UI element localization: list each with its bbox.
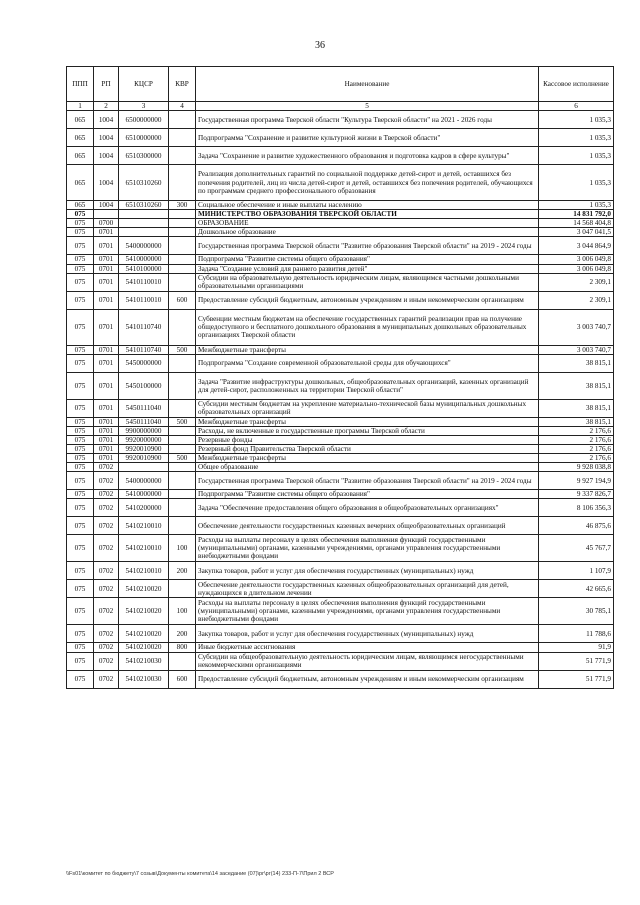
cell-amount: 3 006 049,8	[539, 255, 614, 264]
table-row	[67, 165, 614, 201]
cell-ppp: 075	[67, 463, 94, 472]
table-row	[67, 264, 614, 273]
cell-kcsr: 5410000000	[119, 490, 169, 499]
table-row	[67, 652, 614, 670]
cell-amount: 1 107,9	[539, 562, 614, 580]
cell-rp: 0702	[94, 517, 119, 535]
cell-name: Резервный фонд Правительства Тверской области	[196, 445, 539, 454]
table-row	[67, 472, 614, 490]
cell-ppp: 065	[67, 129, 94, 147]
cell-amount: 9 928 038,8	[539, 463, 614, 472]
cell-kcsr: 5410210010	[119, 517, 169, 535]
cell-amount: 1 035,3	[539, 111, 614, 129]
cell-name: Субсидии на общеобразовательную деятельность юридическим лицам, являющимся негосударственными некоммерческими организациями	[196, 652, 539, 670]
cell-ppp: 075	[67, 625, 94, 643]
cell-kcsr: 5400000000	[119, 237, 169, 255]
cell-amount: 45 767,7	[539, 535, 614, 562]
cell-amount: 8 106 356,3	[539, 499, 614, 517]
table-row	[67, 129, 614, 147]
cell-kcsr: 9920010900	[119, 454, 169, 463]
table-row	[67, 625, 614, 643]
cell-name: Обеспечение деятельности государственных казенных вечерних общеобразовательных организаций	[196, 517, 539, 535]
cell-name: Предоставление субсидий бюджетным, автономным учреждениям и иным некоммерческим организациям	[196, 670, 539, 688]
cell-kvr	[169, 129, 196, 147]
cell-kvr: 600	[169, 291, 196, 309]
table-row	[67, 219, 614, 228]
cell-rp: 0701	[94, 309, 119, 345]
cell-name: Подпрограмма "Развитие системы общего образования"	[196, 255, 539, 264]
cell-kcsr: 9920000000	[119, 435, 169, 444]
cell-kcsr: 5450111040	[119, 417, 169, 426]
column-number: 2	[94, 102, 119, 111]
cell-kvr	[169, 399, 196, 417]
cell-rp: 0701	[94, 345, 119, 354]
cell-amount: 3 044 864,9	[539, 237, 614, 255]
header-amount: Кассовое исполнение	[539, 67, 614, 102]
cell-ppp: 075	[67, 255, 94, 264]
cell-kcsr: 5410110010	[119, 291, 169, 309]
cell-kcsr: 5410210030	[119, 652, 169, 670]
cell-rp: 0702	[94, 625, 119, 643]
cell-kcsr: 5410210020	[119, 643, 169, 652]
cell-kcsr: 5410210010	[119, 562, 169, 580]
cell-name: Социальное обеспечение и иные выплаты населению	[196, 201, 539, 210]
cell-name: Государственная программа Тверской области "Культура Тверской области" на 2021 - 2026 годы	[196, 111, 539, 129]
table-row	[67, 210, 614, 219]
cell-ppp: 075	[67, 517, 94, 535]
cell-rp: 0702	[94, 643, 119, 652]
cell-amount: 2 176,6	[539, 426, 614, 435]
cell-amount: 3 006 049,8	[539, 264, 614, 273]
cell-ppp: 065	[67, 147, 94, 165]
cell-kcsr: 5410100000	[119, 264, 169, 273]
cell-rp: 0701	[94, 399, 119, 417]
cell-amount: 91,9	[539, 643, 614, 652]
cell-kvr	[169, 237, 196, 255]
cell-name: Закупка товаров, работ и услуг для обеспечения государственных (муниципальных) нужд	[196, 562, 539, 580]
table-row	[67, 517, 614, 535]
cell-name: Расходы, не включенные в государственные программы Тверской области	[196, 426, 539, 435]
cell-rp: 0701	[94, 237, 119, 255]
cell-kvr	[169, 354, 196, 372]
column-number-row	[67, 102, 614, 111]
cell-ppp: 075	[67, 354, 94, 372]
cell-rp: 0702	[94, 562, 119, 580]
cell-amount: 1 035,3	[539, 147, 614, 165]
cell-rp: 0701	[94, 372, 119, 399]
cell-amount: 38 815,1	[539, 354, 614, 372]
cell-ppp: 075	[67, 291, 94, 309]
cell-name: Субсидии местным бюджетам на укрепление материально-технической базы муниципальных дошкольных образовательных организаций	[196, 399, 539, 417]
cell-kcsr: 5410210020	[119, 625, 169, 643]
column-number: 4	[169, 102, 196, 111]
cell-rp: 0701	[94, 445, 119, 454]
table-row	[67, 417, 614, 426]
cell-amount: 38 815,1	[539, 399, 614, 417]
cell-amount: 9 927 194,9	[539, 472, 614, 490]
table-header-row	[67, 67, 614, 102]
table-row	[67, 291, 614, 309]
cell-rp: 0702	[94, 463, 119, 472]
cell-kvr: 500	[169, 345, 196, 354]
cell-kvr: 500	[169, 454, 196, 463]
cell-amount: 2 176,6	[539, 454, 614, 463]
cell-rp: 0702	[94, 598, 119, 625]
table-row	[67, 454, 614, 463]
cell-kvr: 500	[169, 417, 196, 426]
cell-name: Подпрограмма "Сохранение и развитие культурной жизни в Тверской области"	[196, 129, 539, 147]
cell-kcsr: 5410210020	[119, 580, 169, 598]
cell-rp: 0702	[94, 472, 119, 490]
cell-amount: 2 176,6	[539, 445, 614, 454]
footer-file-path: \\Fs01\комитет по бюджету\7 созыв\Документы комитета\14 заседание (07)\рг\рг(14) 233-П-7\Прил 2 ВСР	[66, 871, 334, 877]
table-row	[67, 309, 614, 345]
table-body	[67, 111, 614, 688]
column-number: 1	[67, 102, 94, 111]
column-number: 3	[119, 102, 169, 111]
table-row	[67, 111, 614, 129]
cell-kvr	[169, 228, 196, 237]
table-row	[67, 345, 614, 354]
table-row	[67, 445, 614, 454]
cell-name: Дошкольное образование	[196, 228, 539, 237]
cell-rp: 1004	[94, 201, 119, 210]
cell-kcsr: 5400000000	[119, 472, 169, 490]
cell-ppp: 075	[67, 445, 94, 454]
cell-kvr: 300	[169, 201, 196, 210]
cell-kcsr: 5450100000	[119, 372, 169, 399]
budget-execution-table	[66, 66, 614, 689]
cell-amount: 3 003 740,7	[539, 309, 614, 345]
cell-kcsr: 5450111040	[119, 399, 169, 417]
cell-kvr	[169, 273, 196, 291]
cell-amount: 38 815,1	[539, 417, 614, 426]
column-number: 6	[539, 102, 614, 111]
table-row	[67, 201, 614, 210]
cell-rp: 0701	[94, 354, 119, 372]
cell-name: Резервные фонды	[196, 435, 539, 444]
cell-ppp: 075	[67, 309, 94, 345]
cell-amount: 14 831 792,0	[539, 210, 614, 219]
cell-amount: 38 815,1	[539, 372, 614, 399]
table-row	[67, 463, 614, 472]
cell-name: Обеспечение деятельности государственных казенных общеобразовательных организаций для детей, нуждающихся в длительном лечении	[196, 580, 539, 598]
table-row	[67, 598, 614, 625]
cell-ppp: 075	[67, 228, 94, 237]
cell-rp	[94, 210, 119, 219]
cell-kvr: 200	[169, 625, 196, 643]
cell-kvr: 800	[169, 643, 196, 652]
header-ppp: ППП	[67, 67, 94, 102]
cell-ppp: 075	[67, 580, 94, 598]
cell-kvr	[169, 580, 196, 598]
cell-amount: 1 035,3	[539, 165, 614, 201]
cell-kvr	[169, 463, 196, 472]
cell-name: Расходы на выплаты персоналу в целях обеспечения выполнения функций государственными (муниципальными) органами, казенными учреждениями, органами управления государственными внебюджетными фондами	[196, 535, 539, 562]
cell-ppp: 075	[67, 372, 94, 399]
table-row	[67, 562, 614, 580]
cell-ppp: 065	[67, 111, 94, 129]
cell-amount: 2 309,1	[539, 291, 614, 309]
cell-ppp: 075	[67, 435, 94, 444]
cell-rp: 0701	[94, 291, 119, 309]
cell-kcsr: 5410110740	[119, 345, 169, 354]
cell-amount: 1 035,3	[539, 129, 614, 147]
cell-kvr	[169, 517, 196, 535]
table-row	[67, 426, 614, 435]
cell-kcsr: 6510310260	[119, 201, 169, 210]
cell-kvr	[169, 255, 196, 264]
cell-kvr	[169, 147, 196, 165]
cell-rp: 0702	[94, 670, 119, 688]
cell-name: Государственная программа Тверской области "Развитие образования Тверской области" на 2019 - 2024 годы	[196, 237, 539, 255]
cell-name: Задача "Развитие инфраструктуры дошкольных, общеобразовательных организаций, казенных организаций для детей-сирот, расположенных на территории Тверской области"	[196, 372, 539, 399]
cell-rp: 1004	[94, 129, 119, 147]
cell-ppp: 075	[67, 426, 94, 435]
cell-kvr: 600	[169, 670, 196, 688]
cell-kcsr: 5410110010	[119, 273, 169, 291]
cell-amount: 3 003 740,7	[539, 345, 614, 354]
cell-amount: 1 035,3	[539, 201, 614, 210]
cell-name: Задача "Обеспечение предоставления общего образования в общеобразовательных организациях"	[196, 499, 539, 517]
cell-rp: 0702	[94, 490, 119, 499]
cell-ppp: 075	[67, 219, 94, 228]
cell-name: Общее образование	[196, 463, 539, 472]
cell-name: Государственная программа Тверской области "Развитие образования Тверской области" на 2019 - 2024 годы	[196, 472, 539, 490]
header-kvr: КВР	[169, 67, 196, 102]
cell-amount: 42 665,6	[539, 580, 614, 598]
cell-name: ОБРАЗОВАНИЕ	[196, 219, 539, 228]
cell-rp: 1004	[94, 111, 119, 129]
cell-kcsr	[119, 228, 169, 237]
header-rp: РП	[94, 67, 119, 102]
cell-ppp: 075	[67, 598, 94, 625]
cell-kcsr: 5410200000	[119, 499, 169, 517]
table-row	[67, 643, 614, 652]
table-row	[67, 399, 614, 417]
cell-kcsr: 9900000000	[119, 426, 169, 435]
cell-rp: 0702	[94, 535, 119, 562]
cell-amount: 11 788,6	[539, 625, 614, 643]
cell-kcsr: 6510300000	[119, 147, 169, 165]
cell-kvr	[169, 426, 196, 435]
cell-ppp: 075	[67, 273, 94, 291]
cell-kcsr: 5450000000	[119, 354, 169, 372]
table-row	[67, 255, 614, 264]
cell-ppp: 075	[67, 499, 94, 517]
cell-kvr	[169, 472, 196, 490]
column-number: 5	[196, 102, 539, 111]
table-row	[67, 535, 614, 562]
cell-amount: 51 771,9	[539, 652, 614, 670]
cell-kcsr: 9920010900	[119, 445, 169, 454]
cell-rp: 0702	[94, 499, 119, 517]
cell-rp: 0701	[94, 426, 119, 435]
cell-name: Расходы на выплаты персоналу в целях обеспечения выполнения функций государственными (муниципальными) органами, казенными учреждениями, органами управления государственными внебюджетными фондами	[196, 598, 539, 625]
table-row	[67, 580, 614, 598]
cell-name: Подпрограмма "Развитие системы общего образования"	[196, 490, 539, 499]
header-name: Наименование	[196, 67, 539, 102]
cell-kvr	[169, 165, 196, 201]
cell-kvr	[169, 435, 196, 444]
table-row	[67, 237, 614, 255]
cell-kcsr: 5410210030	[119, 670, 169, 688]
cell-ppp: 075	[67, 345, 94, 354]
table-row	[67, 354, 614, 372]
cell-ppp: 075	[67, 237, 94, 255]
cell-ppp: 075	[67, 472, 94, 490]
cell-amount: 9 337 826,7	[539, 490, 614, 499]
cell-rp: 0701	[94, 228, 119, 237]
cell-ppp: 075	[67, 535, 94, 562]
cell-rp: 1004	[94, 147, 119, 165]
cell-rp: 0701	[94, 255, 119, 264]
cell-name: Субвенции местным бюджетам на обеспечение государственных гарантий реализации прав на получение общедоступного и бесплатного дошкольного образования в муниципальных дошкольных образовательных организациях Тверской области	[196, 309, 539, 345]
cell-name: Реализация дополнительных гарантий по социальной поддержке детей-сирот и детей, оставшихся без попечения родителей, лиц из числа детей-сирот и детей, оставшихся без попечения родителей, обучающихся по программам среднего профессионального образования	[196, 165, 539, 201]
cell-rp: 0701	[94, 264, 119, 273]
cell-name: Межбюджетные трансферты	[196, 345, 539, 354]
cell-name: Межбюджетные трансферты	[196, 454, 539, 463]
cell-ppp: 065	[67, 165, 94, 201]
cell-kvr: 100	[169, 535, 196, 562]
table-row	[67, 372, 614, 399]
cell-kvr	[169, 499, 196, 517]
cell-kvr	[169, 219, 196, 228]
cell-ppp: 075	[67, 643, 94, 652]
cell-kcsr	[119, 463, 169, 472]
cell-name: Предоставление субсидий бюджетным, автономным учреждениям и иным некоммерческим организациям	[196, 291, 539, 309]
cell-rp: 0701	[94, 417, 119, 426]
table-row	[67, 147, 614, 165]
cell-amount: 3 047 041,5	[539, 228, 614, 237]
cell-kvr	[169, 309, 196, 345]
cell-name: Задача "Сохранение и развитие художественного образования и подготовка кадров в сфере культуры"	[196, 147, 539, 165]
cell-kvr	[169, 210, 196, 219]
cell-ppp: 075	[67, 399, 94, 417]
cell-name: Субсидии на образовательную деятельность юридическим лицам, являющимся частными дошкольными образовательными организациями	[196, 273, 539, 291]
cell-kcsr: 6510000000	[119, 129, 169, 147]
cell-ppp: 075	[67, 210, 94, 219]
cell-ppp: 075	[67, 652, 94, 670]
cell-kcsr: 6500000000	[119, 111, 169, 129]
table-row	[67, 435, 614, 444]
table-row	[67, 228, 614, 237]
cell-rp: 1004	[94, 165, 119, 201]
cell-rp: 0702	[94, 652, 119, 670]
cell-rp: 0701	[94, 454, 119, 463]
cell-amount: 46 875,6	[539, 517, 614, 535]
cell-amount: 2 176,6	[539, 435, 614, 444]
table-row	[67, 670, 614, 688]
cell-ppp: 065	[67, 201, 94, 210]
cell-name: Закупка товаров, работ и услуг для обеспечения государственных (муниципальных) нужд	[196, 625, 539, 643]
cell-kvr	[169, 445, 196, 454]
cell-kvr: 200	[169, 562, 196, 580]
cell-rp: 0702	[94, 580, 119, 598]
cell-name: Межбюджетные трансферты	[196, 417, 539, 426]
cell-ppp: 075	[67, 264, 94, 273]
cell-ppp: 075	[67, 417, 94, 426]
cell-name: Задача "Создание условий для раннего развития детей"	[196, 264, 539, 273]
cell-amount: 51 771,9	[539, 670, 614, 688]
cell-ppp: 075	[67, 670, 94, 688]
budget-table-container	[66, 66, 613, 689]
table-row	[67, 490, 614, 499]
cell-kvr	[169, 264, 196, 273]
cell-kcsr	[119, 210, 169, 219]
cell-kvr	[169, 111, 196, 129]
cell-rp: 0701	[94, 273, 119, 291]
cell-rp: 0700	[94, 219, 119, 228]
cell-name: Иные бюджетные ассигнования	[196, 643, 539, 652]
table-row	[67, 499, 614, 517]
cell-ppp: 075	[67, 454, 94, 463]
cell-kcsr: 5410210020	[119, 598, 169, 625]
cell-amount: 2 309,1	[539, 273, 614, 291]
cell-name: Подпрограмма "Создание современной образовательной среды для обучающихся"	[196, 354, 539, 372]
cell-kcsr: 5410110740	[119, 309, 169, 345]
header-kcsr: КЦСР	[119, 67, 169, 102]
cell-kvr: 100	[169, 598, 196, 625]
cell-ppp: 075	[67, 562, 94, 580]
cell-kcsr: 6510310260	[119, 165, 169, 201]
cell-kcsr: 5410210010	[119, 535, 169, 562]
cell-amount: 14 568 404,8	[539, 219, 614, 228]
cell-kcsr	[119, 219, 169, 228]
cell-rp: 0701	[94, 435, 119, 444]
cell-kvr	[169, 490, 196, 499]
cell-kvr	[169, 372, 196, 399]
cell-kcsr: 5410000000	[119, 255, 169, 264]
cell-amount: 30 785,1	[539, 598, 614, 625]
cell-ppp: 075	[67, 490, 94, 499]
cell-kvr	[169, 652, 196, 670]
page-number: 36	[315, 40, 325, 51]
cell-name: МИНИСТЕРСТВО ОБРАЗОВАНИЯ ТВЕРСКОЙ ОБЛАСТИ	[196, 210, 539, 219]
table-row	[67, 273, 614, 291]
